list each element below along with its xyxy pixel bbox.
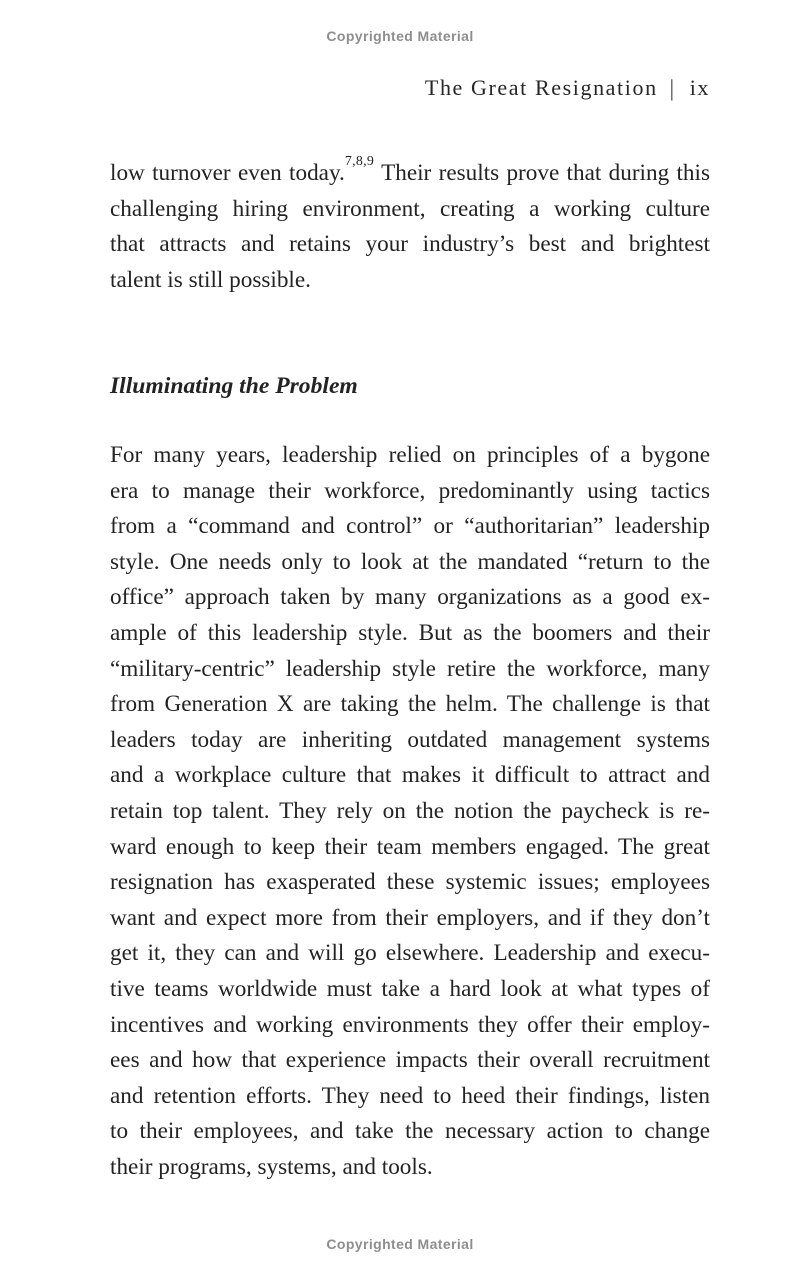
paragraph-line: style. One needs only to look at the mandated “return to the — [110, 548, 710, 575]
copyright-notice-top: Copyrighted Material — [326, 28, 474, 44]
paragraph-line: office” approach taken by many organizations as a good ex- — [110, 584, 710, 611]
line-text: Their results prove that during this — [374, 160, 710, 186]
header-separator: | — [669, 74, 676, 101]
paragraph-line: resignation has exasperated these systemic issues; employees — [110, 869, 710, 896]
paragraph-line: from a “command and control” or “authoritarian” leadership — [110, 513, 710, 540]
paragraph-lines — [110, 192, 710, 299]
paragraph-line: leaders today are inheriting outdated management systems — [110, 726, 710, 753]
paragraph-line: get it, they can and will go elsewhere. Leadership and execu- — [110, 940, 710, 967]
paragraph-line — [110, 156, 710, 192]
paragraph-line: and retention efforts. They need to heed their findings, listen — [110, 1082, 710, 1109]
paragraph-line: talent is still possible. — [110, 266, 311, 293]
paragraph-line: ees and how that experience impacts their overall recruitment — [110, 1047, 710, 1074]
paragraph-line: retain top talent. They rely on the notion the paycheck is re- — [110, 797, 710, 824]
paragraph-line: ward enough to keep their team members engaged. The great — [110, 833, 710, 860]
paragraph-opening — [110, 156, 710, 298]
paragraph-line: tive teams worldwide must take a hard look at what types of — [110, 975, 710, 1002]
paragraph-line: from Generation X are taking the helm. The challenge is that — [110, 691, 710, 718]
paragraph-line: want and expect more from their employers, and if they don’t — [110, 904, 710, 931]
running-header — [425, 75, 710, 101]
paragraph-line: challenging hiring environment, creating a working culture — [110, 195, 710, 222]
page-number: ix — [689, 75, 710, 100]
paragraph-line: to their employees, and take the necessary action to change — [110, 1118, 710, 1145]
paragraph-line: “military-centric” leadership style retire the workforce, many — [110, 655, 710, 682]
footnote-reference: 7,8,9 — [344, 154, 375, 170]
paragraph-line: their programs, systems, and tools. — [110, 1153, 433, 1180]
paragraph-line: and a workplace culture that makes it difficult to attract and — [110, 762, 710, 789]
paragraph-line: era to manage their workforce, predominantly using tactics — [110, 477, 710, 504]
paragraph-line: For many years, leadership relied on principles of a bygone — [110, 442, 710, 468]
line-text: low turnover even today. — [110, 160, 345, 186]
paragraph-line: ample of this leadership style. But as the boomers and their — [110, 619, 710, 646]
paragraph-line: that attracts and retains your industry’s best and brightest — [110, 231, 710, 258]
running-header-title: The Great Resignation — [424, 75, 658, 100]
paragraph-main — [110, 438, 710, 1185]
paragraph-line: incentives and working environments they offer their employ- — [110, 1011, 710, 1038]
copyright-notice-bottom: Copyrighted Material — [326, 1236, 474, 1252]
section-heading: Illuminating the Problem — [110, 373, 358, 399]
